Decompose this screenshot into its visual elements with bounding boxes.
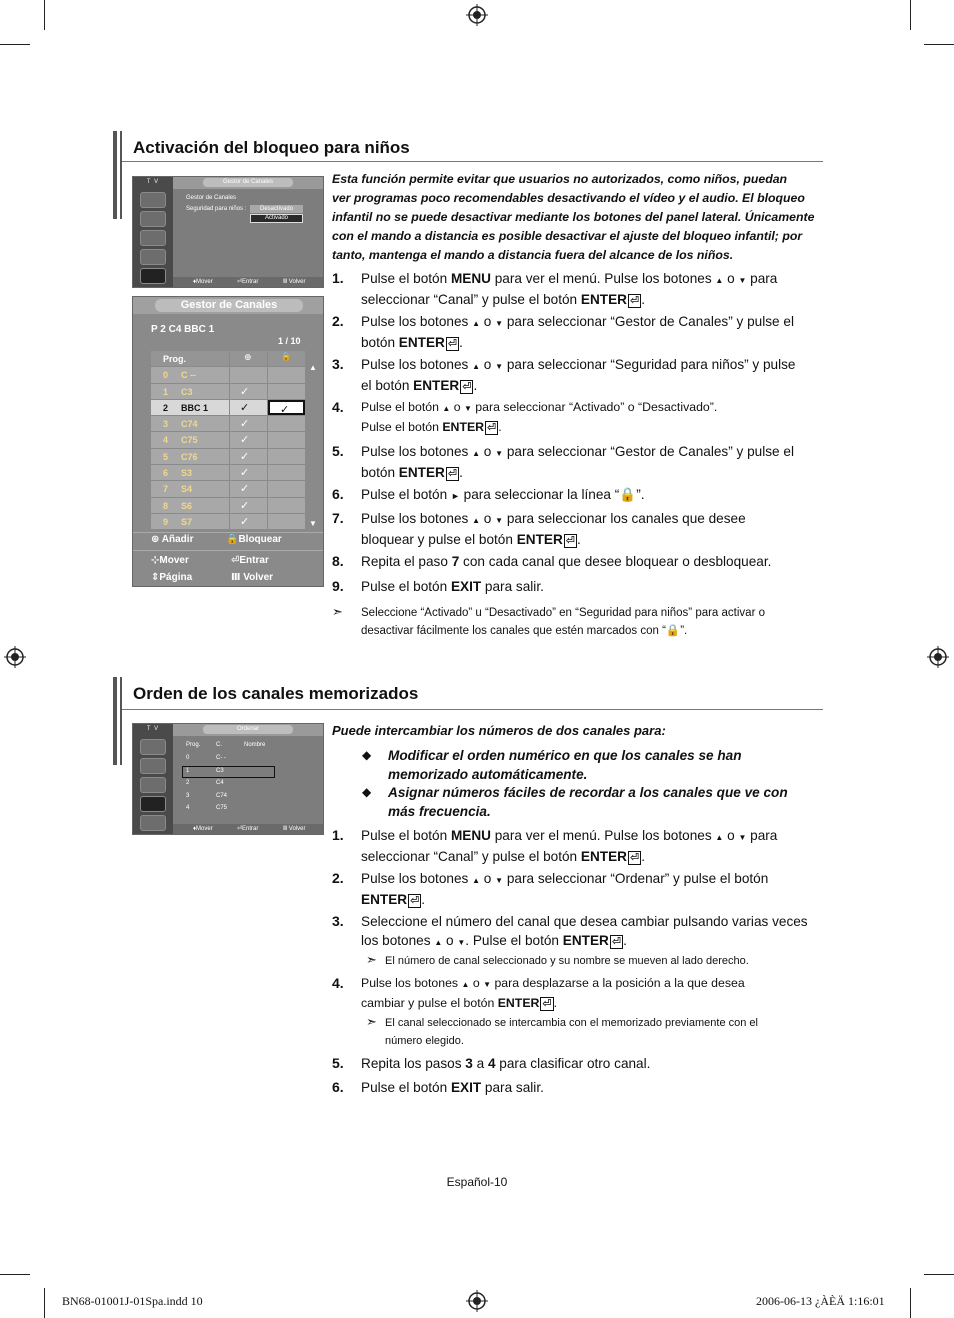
menu-item-seguridad: Seguridad para niños :	[186, 206, 247, 212]
step-number: 6.	[332, 486, 344, 502]
note-arrow-icon: ➣	[366, 1014, 377, 1029]
table-row[interactable]	[151, 498, 305, 514]
input-icon	[140, 268, 166, 284]
table-row[interactable]	[151, 432, 305, 448]
step-text: Pulse el botón MENU para ver el menú. Pulse los botones ▲ o ▼ para seleccionar “Canal” y pulse el botón ENTER ⏎ .	[361, 271, 778, 307]
step-text: Pulse los botones ▲ o ▼ para seleccionar “Gestor de Canales” y pulse el botón ENTER ⏎ .	[361, 444, 794, 480]
table-row[interactable]	[151, 400, 305, 416]
row-channel-name: BBC 1	[181, 402, 209, 413]
crop-mark	[0, 44, 30, 45]
step-text: Pulse los botones ▲ o ▼ para desplazarse a la posición a la que desea cambiar y pulse el botón ENTER ⏎ .	[361, 976, 745, 1010]
step-text: Pulse el botón EXIT para salir.	[361, 579, 544, 594]
step-text: Seleccione el número del canal que desea cambiar pulsando varias veces los botones ▲ o ▼. Pulse el botón ENTER ⏎ .	[361, 914, 808, 948]
row-prog: 0	[186, 755, 190, 761]
check-icon: ✓	[240, 434, 250, 447]
tv-label: T V	[146, 726, 160, 732]
note-text: desactivar fácilmente los canales que estén marcados con “🔒”.	[361, 625, 688, 637]
scroll-up-icon[interactable]: ▲	[309, 363, 317, 372]
row-channel: C74	[216, 792, 228, 799]
intro-line: infantil no se puede desactivar mediante los botones del panel lateral. Únicamente	[332, 210, 815, 224]
section-title: Activación del bloqueo para niños	[133, 138, 410, 157]
step-number: 5.	[332, 1055, 344, 1071]
step-text: Pulse los botones ▲ o ▼ para seleccionar los canales que desee bloquear y pulse el botón ENTER ⏎ .	[361, 511, 746, 547]
slug-right: 2006-06-13 ¿ÀÈÄ 1:16:01	[756, 1294, 885, 1308]
tv-menu-header-label: Gestor de Canales	[203, 178, 293, 187]
sound-icon	[140, 211, 166, 227]
step-number: 4.	[332, 975, 344, 991]
section-intro: Puede intercambiar los números de dos canales para:	[332, 723, 666, 738]
setup-icon	[140, 249, 166, 265]
setup-icon	[140, 796, 166, 812]
crop-mark	[924, 1274, 954, 1275]
table-row[interactable]	[151, 384, 305, 400]
row-number: 6	[163, 468, 169, 479]
gestor-de-canales-panel	[132, 296, 324, 587]
picture-icon	[140, 192, 166, 208]
lock-cell-selected[interactable]	[268, 400, 305, 415]
diamond-icon: ◆	[362, 748, 372, 762]
step-text: Repita los pasos 3 a 4 para clasificar otro canal.	[361, 1056, 651, 1071]
scroll-down-icon[interactable]: ▼	[309, 519, 317, 528]
step-number: 4.	[332, 399, 344, 415]
row-number: 1	[163, 386, 169, 397]
row-channel-name: S6	[181, 500, 193, 511]
step-number: 2.	[332, 870, 344, 886]
row-channel-name: S4	[181, 484, 193, 495]
crop-mark	[44, 0, 45, 30]
crop-mark	[910, 0, 911, 30]
table-row[interactable]	[151, 416, 305, 432]
footer-enter: ⏎Entrar	[237, 826, 259, 832]
check-icon: ✓	[240, 515, 250, 528]
lock-label: 🔒Bloquear	[226, 534, 282, 545]
section-bar	[120, 131, 122, 219]
option-desactivado: Desactivado	[250, 205, 303, 213]
footer-back: Ⅲ Volver	[283, 826, 306, 832]
table-row[interactable]	[151, 465, 305, 481]
check-icon: ✓	[240, 385, 250, 398]
step-number: 2.	[332, 313, 344, 329]
table-row[interactable]	[151, 481, 305, 497]
row-channel-name: C --	[181, 370, 196, 381]
row-channel-name: S3	[181, 468, 193, 479]
footer-move: ♦Mover	[193, 826, 213, 832]
add-label: ⊕ Añadir	[151, 534, 194, 545]
tv-menu-header	[173, 724, 323, 736]
picture-icon	[140, 739, 166, 755]
row-number: 9	[163, 516, 169, 527]
footer-page: ⇕Página	[151, 572, 193, 583]
row-prog: 3	[186, 792, 190, 799]
add-icon: ⊕	[244, 352, 252, 362]
row-channel: C3	[216, 767, 224, 774]
footer-enter: ⏎Entrar	[237, 279, 259, 285]
section-bar	[120, 677, 122, 765]
tv-menu-footer	[173, 277, 323, 287]
note-arrow-icon: ➣	[366, 952, 377, 967]
crop-mark	[910, 1288, 911, 1318]
bullet-text: Modificar el orden numérico en que los canales se han memorizado automáticamente.	[388, 748, 742, 782]
step-text: Pulse los botones ▲ o ▼ para seleccionar “Gestor de Canales” y pulse el botón ENTER ⏎ .	[361, 314, 794, 350]
registration-mark-icon	[466, 4, 488, 26]
col-prog: Prog.	[186, 742, 201, 748]
row-number: 2	[163, 402, 169, 413]
step-number: 9.	[332, 578, 344, 594]
step-number: 5.	[332, 443, 344, 459]
intro-line: tanto, mantenga el mando a distancia fuera del alcance de los niños.	[332, 248, 734, 262]
note-arrow-icon: ➣	[332, 604, 343, 619]
crop-mark	[44, 1288, 45, 1318]
slug-left: BN68-01001J-01Spa.indd 10	[62, 1294, 203, 1308]
tv-label: T V	[146, 179, 160, 185]
step-number: 3.	[332, 356, 344, 372]
row-number: 8	[163, 500, 169, 511]
row-channel: C75	[216, 805, 228, 811]
row-channel-name: C74	[181, 419, 198, 430]
col-nombre: Nombre	[244, 742, 266, 748]
check-icon: ✓	[240, 467, 250, 480]
section-rule	[122, 709, 823, 710]
channel-icon	[140, 777, 166, 793]
lock-icon: 🔒	[281, 352, 291, 361]
gestor-header-label: Gestor de Canales	[155, 299, 303, 312]
option-activado: Activado	[250, 214, 303, 223]
row-number: 0	[163, 370, 169, 381]
table-row[interactable]	[151, 514, 305, 530]
bullet-text: Asignar números fáciles de recordar a los canales que ve con más frecuencia.	[388, 785, 788, 819]
row-number: 4	[163, 435, 169, 446]
note-text: El número de canal seleccionado y su nombre se mueven al lado derecho.	[385, 955, 749, 967]
note-text: número elegido.	[385, 1035, 464, 1047]
row-prog: 1	[186, 767, 190, 774]
selected-row-box[interactable]	[182, 766, 275, 778]
menu-item-gestor: Gestor de Canales	[186, 195, 237, 201]
page-number: Español-10	[446, 1175, 508, 1189]
gestor-table	[151, 351, 305, 530]
row-number: 5	[163, 451, 169, 462]
check-icon: ✓	[280, 403, 290, 416]
row-channel-name: C3	[181, 386, 193, 397]
row-prog: 2	[186, 780, 190, 786]
tv-sidebar	[133, 724, 173, 834]
note-text: El canal seleccionado se intercambia con el memorizado previamente con el	[385, 1017, 758, 1029]
step-number: 3.	[332, 913, 344, 929]
note-text: Seleccione “Activado” u “Desactivado” en “Seguridad para niños” para activar o	[361, 607, 765, 619]
registration-mark-icon	[466, 1290, 488, 1312]
col-c: C.	[216, 742, 222, 748]
row-channel: C4	[216, 780, 224, 786]
diamond-icon: ◆	[362, 785, 372, 799]
row-number: 7	[163, 484, 169, 495]
step-number: 7.	[332, 510, 344, 526]
row-channel-name: C76	[181, 451, 198, 462]
section-title: Orden de los canales memorizados	[133, 684, 419, 703]
table-row[interactable]	[151, 449, 305, 465]
registration-mark-icon	[927, 646, 949, 668]
section-bar	[113, 677, 117, 765]
intro-line: con el mando a distancia es posible desactivar el ajuste del bloqueo infantil; por	[332, 229, 803, 243]
footer-back: Ⅲ Volver	[283, 279, 306, 285]
check-icon: ✓	[240, 499, 250, 512]
col-prog: Prog.	[163, 354, 187, 364]
channel-icon	[140, 230, 166, 246]
row-channel: C- -	[216, 755, 226, 761]
tv-menu-header-label: Ordenar	[203, 725, 293, 734]
table-row[interactable]	[151, 367, 305, 383]
step-text: Pulse el botón ▲ o ▼ para seleccionar “Activado” o “Desactivado”. Pulse el botón ENTER ⏎ .	[361, 400, 718, 434]
footer-enter: ⏎Entrar	[231, 555, 269, 566]
tv-menu-ordenar	[132, 723, 324, 835]
step-text: Pulse los botones ▲ o ▼ para seleccionar “Ordenar” y pulse el botón ENTER ⏎ .	[361, 871, 769, 907]
check-icon: ✓	[240, 450, 250, 463]
row-number: 3	[163, 419, 169, 430]
table-header	[151, 351, 305, 367]
step-text: Repita el paso 7 con cada canal que desee bloquear o desbloquear.	[361, 554, 772, 569]
step-text: Pulse el botón ► para seleccionar la línea “🔒”.	[361, 487, 645, 502]
tv-menu-header	[173, 177, 323, 189]
step-text: Pulse el botón EXIT para salir.	[361, 1080, 544, 1095]
gestor-header	[133, 297, 323, 314]
intro-line: ver programas poco recomendables desactivando el vídeo y el audio. El bloqueo	[332, 191, 805, 205]
footer-move: ♦Mover	[193, 279, 213, 285]
gestor-page-indicator: 1 / 10	[278, 336, 301, 346]
check-icon: ✓	[240, 483, 250, 496]
step-text: Pulse el botón MENU para ver el menú. Pulse los botones ▲ o ▼ para seleccionar “Canal” y pulse el botón ENTER ⏎ .	[361, 828, 778, 864]
step-text: Pulse los botones ▲ o ▼ para seleccionar “Seguridad para niños” y pulse el botón ENTER ⏎ .	[361, 357, 796, 393]
section-rule	[122, 161, 823, 162]
row-channel-name: S7	[181, 516, 193, 527]
sound-icon	[140, 758, 166, 774]
step-number: 1.	[332, 270, 344, 286]
row-prog: 4	[186, 805, 190, 811]
registration-mark-icon	[4, 646, 26, 668]
row-channel-name: C75	[181, 435, 198, 446]
tv-menu-footer	[173, 824, 323, 834]
crop-mark	[924, 44, 954, 45]
check-icon: ✓	[240, 401, 250, 414]
crop-mark	[0, 1274, 30, 1275]
tv-menu-channel-lock	[132, 176, 324, 288]
input-icon	[140, 815, 166, 831]
gestor-channel-info: P 2 C4 BBC 1	[151, 324, 215, 335]
step-number: 8.	[332, 553, 344, 569]
step-number: 6.	[332, 1079, 344, 1095]
footer-back: Ⅲ Volver	[231, 572, 274, 583]
footer-move: ⊹Mover	[151, 555, 189, 566]
check-icon: ✓	[240, 418, 250, 431]
tv-sidebar	[133, 177, 173, 287]
step-number: 1.	[332, 827, 344, 843]
intro-line: Esta función permite evitar que usuarios no autorizados, como niños, puedan	[332, 172, 788, 186]
section-bar	[113, 131, 117, 219]
